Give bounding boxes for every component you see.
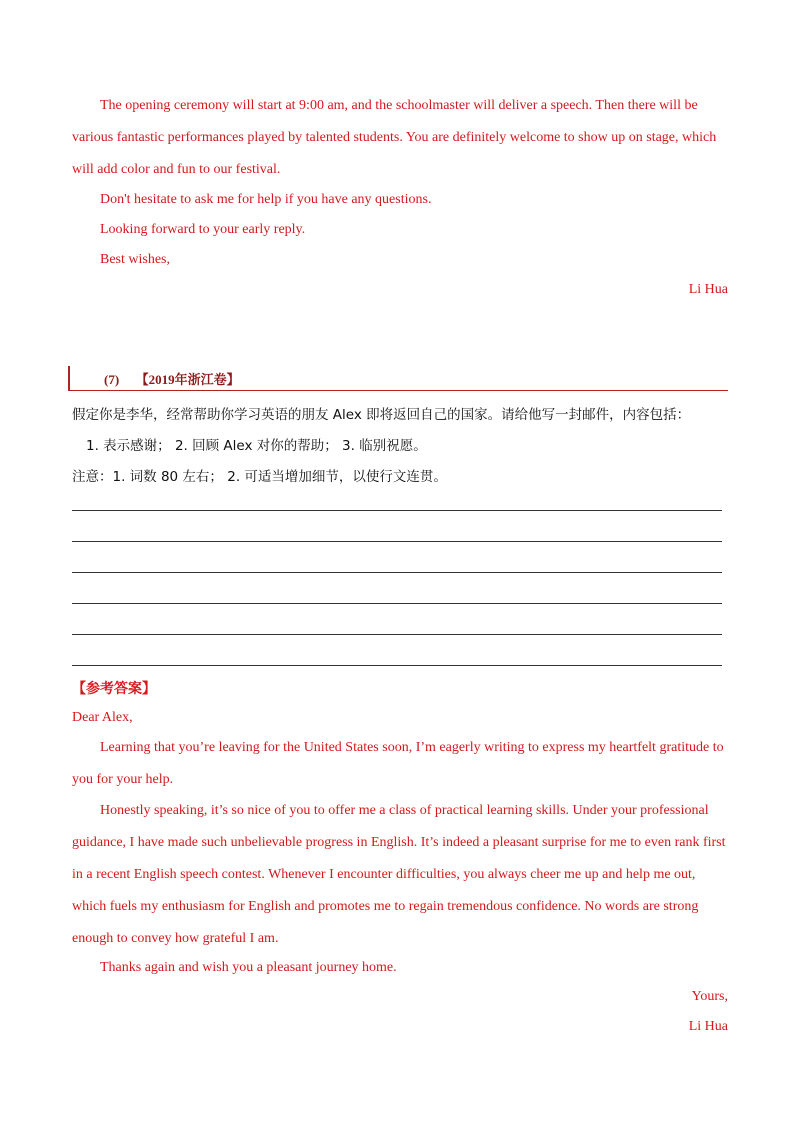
letter-paragraph-ceremony: The opening ceremony will start at 9:00 am, and the schoolmaster will deliver a speech. Then there will be various fantastic performances played by talented students. You are definitely welcome to show up on stage, which will add color and fun to our festival. bbox=[72, 98, 717, 177]
answer-label: 【参考答案】 bbox=[72, 681, 156, 697]
writing-line bbox=[72, 510, 722, 511]
answer-closing: Yours, bbox=[691, 989, 728, 1004]
question-label bbox=[104, 369, 240, 388]
letter-closing: Best wishes, bbox=[100, 252, 170, 267]
answer-signature: Li Hua bbox=[688, 1019, 728, 1034]
header-rule bbox=[68, 390, 728, 391]
question-source: 【2019年浙江卷】 bbox=[135, 372, 240, 387]
answer-greeting: Dear Alex, bbox=[72, 710, 133, 725]
letter-paragraph-help: Don't hesitate to ask me for help if you have any questions. bbox=[100, 192, 432, 207]
answer-paragraph-progress: Honestly speaking, it’s so nice of you to offer me a class of practical learning skills. Under your professional guidance, I have made such unbelievable progress in English. It’s indeed a pleasant surprise for me to even rank first in a recent English speech contest. Whenever I encounter difficulties, you always cheer me up and help me out, which fuels my enthusiasm for English and promotes me to regain tremendous confidence. No words are strong enough to convey how grateful I am. bbox=[72, 803, 726, 946]
writing-line bbox=[72, 603, 722, 604]
question-notes: 注意：1. 词数 80 左右； 2. 可适当增加细节，以使行文连贯。 bbox=[72, 469, 447, 485]
header-accent-bar bbox=[68, 366, 70, 390]
writing-line bbox=[72, 665, 722, 666]
letter-signature: Li Hua bbox=[688, 282, 728, 297]
question-prompt: 假定你是李华，经常帮助你学习英语的朋友 Alex 即将返回自己的国家。请给他写一封邮件，内容包括： bbox=[72, 407, 691, 423]
question-number: (7) bbox=[104, 372, 120, 387]
letter-paragraph-reply: Looking forward to your early reply. bbox=[100, 222, 306, 237]
writing-line bbox=[72, 634, 722, 635]
question-points: 1. 表示感谢； 2. 回顾 Alex 对你的帮助； 3. 临别祝愿。 bbox=[86, 438, 427, 454]
writing-line bbox=[72, 572, 722, 573]
question-header bbox=[68, 366, 728, 391]
answer-paragraph-thanks: Thanks again and wish you a pleasant journey home. bbox=[100, 960, 397, 975]
answer-paragraph-leaving: Learning that you’re leaving for the United States soon, I’m eagerly writing to express my heartfelt gratitude to you for your help. bbox=[72, 740, 724, 787]
writing-line bbox=[72, 541, 722, 542]
